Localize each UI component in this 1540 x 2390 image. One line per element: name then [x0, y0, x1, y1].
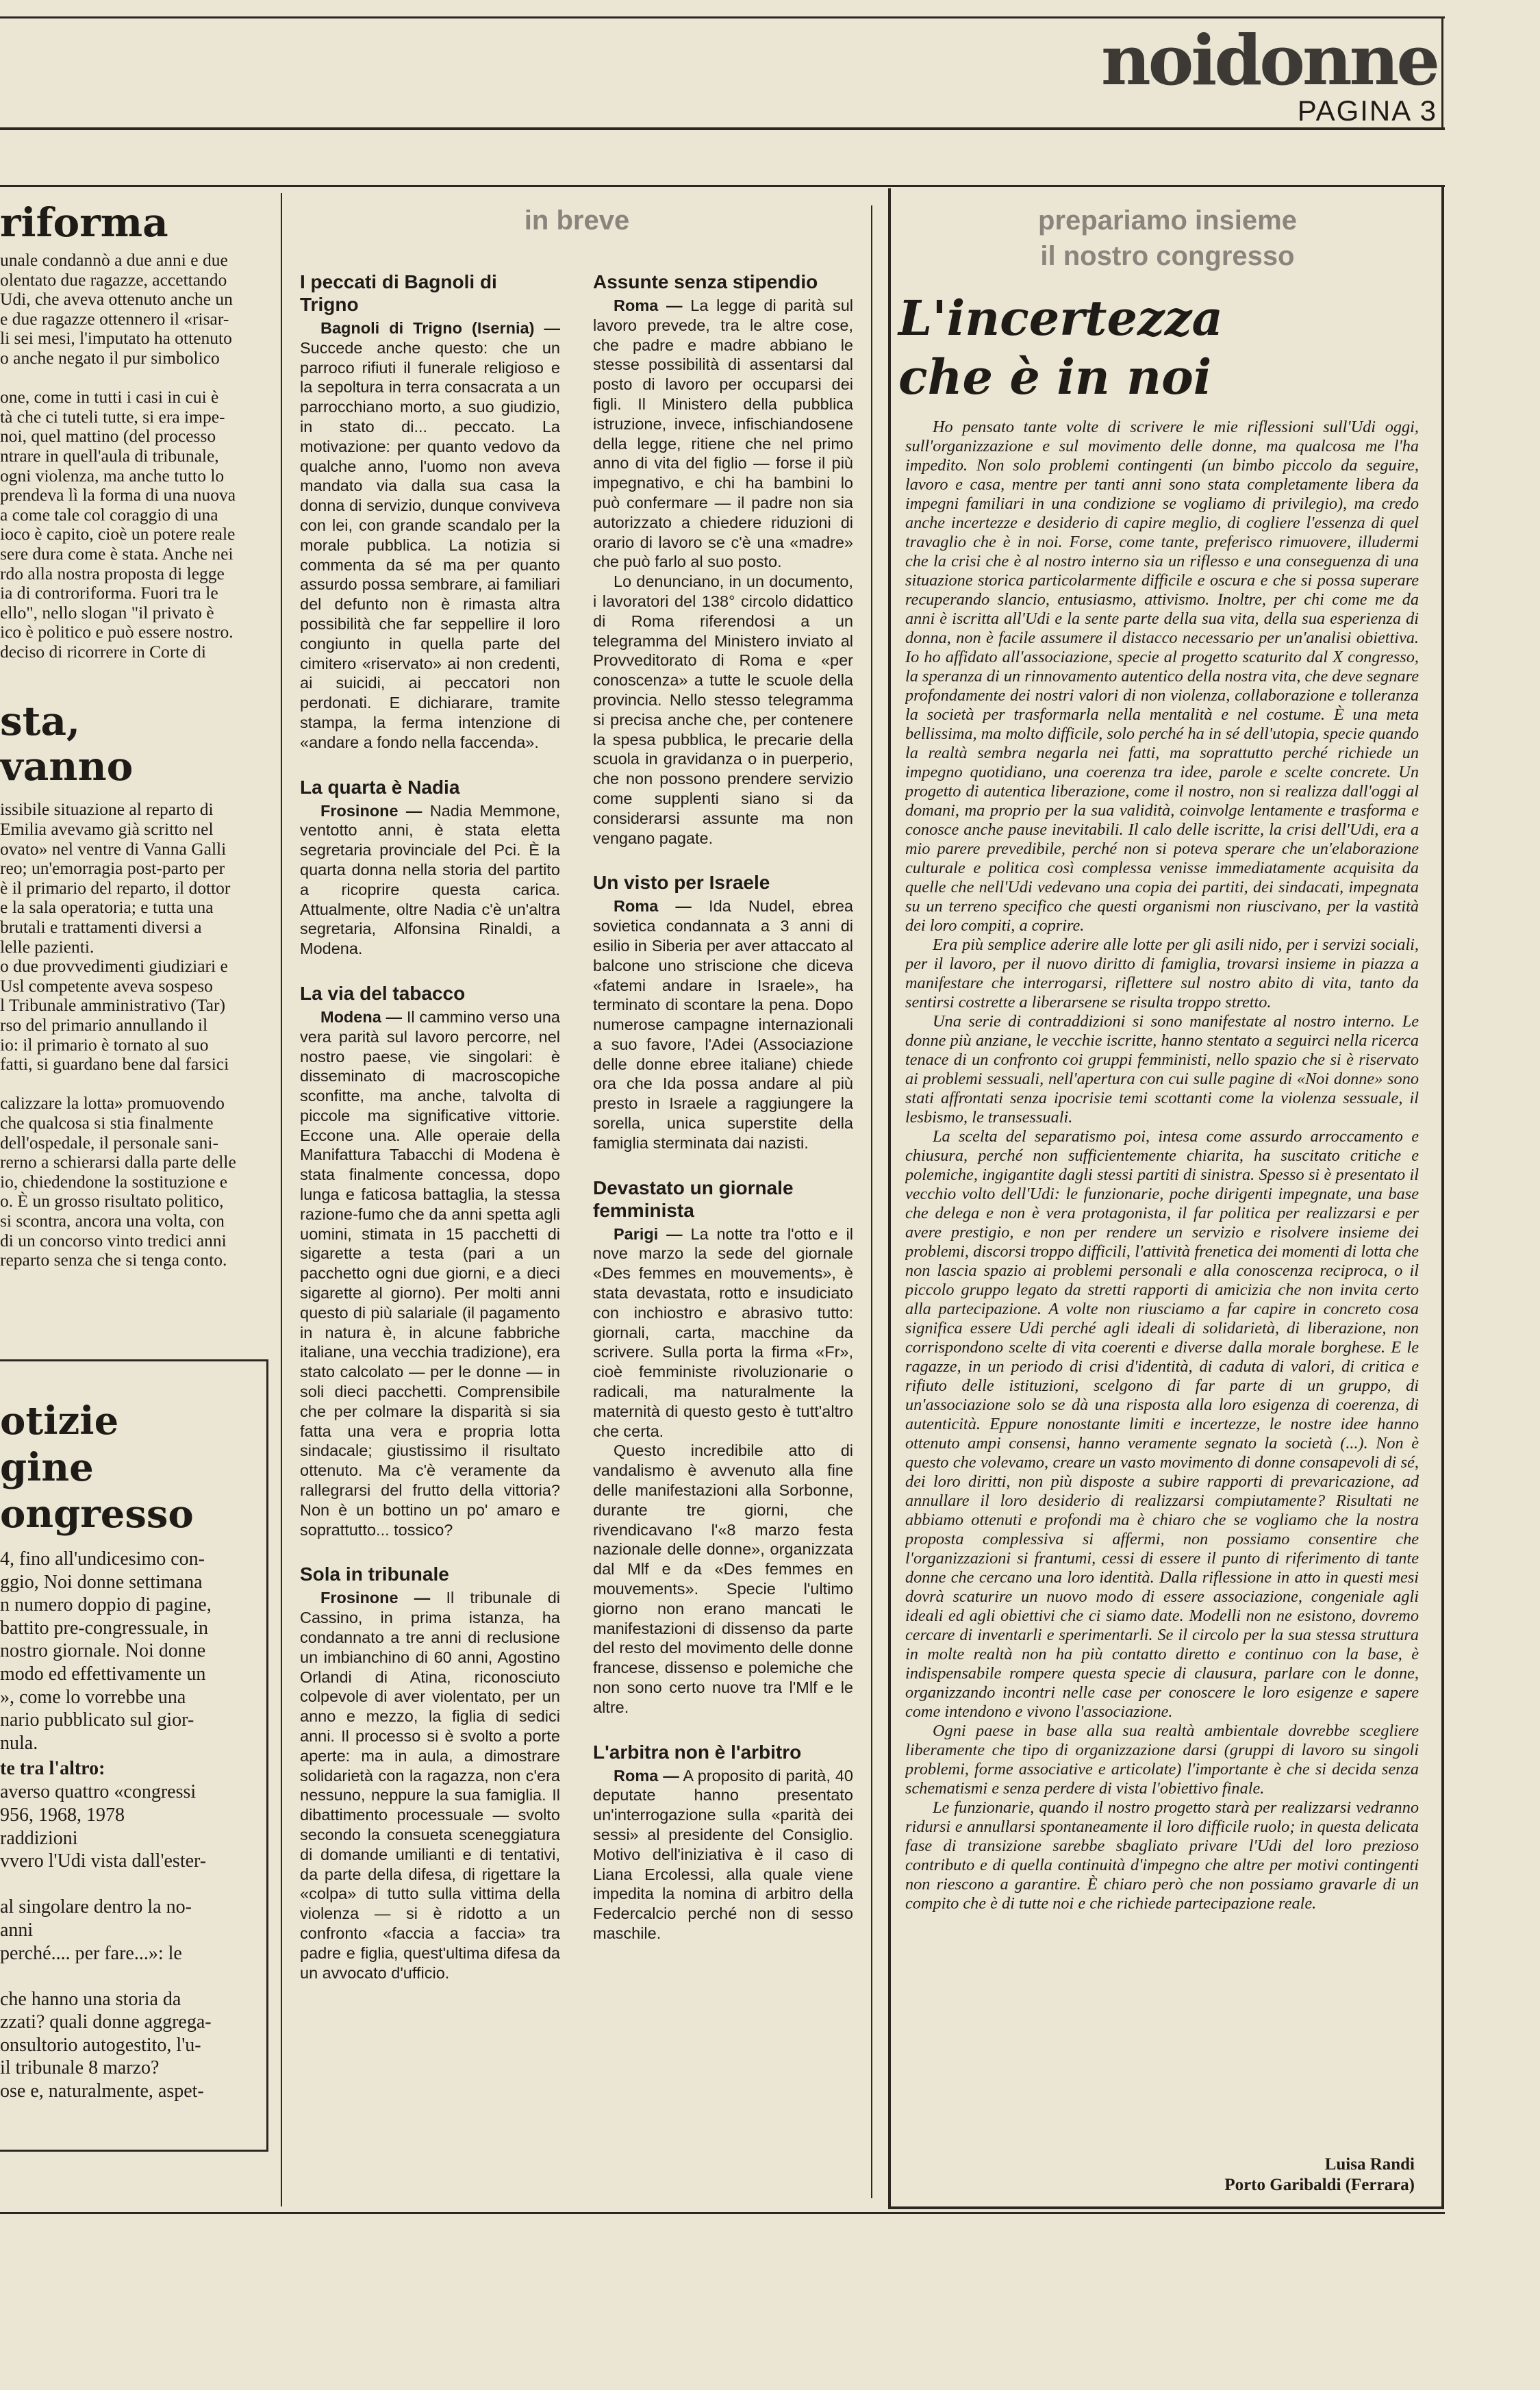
- story-line: [0, 1074, 262, 1094]
- headline-sta: sta,: [0, 698, 81, 745]
- story-line: dell'ospedale, il personale sani-: [0, 1132, 218, 1153]
- story-line: o. È un grosso risultato politico,: [0, 1191, 224, 1211]
- news-item-dateline: Roma —: [614, 297, 683, 314]
- story-line: Udi, che aveva ottenuto anche un: [0, 289, 233, 310]
- notice-heading-3: ongresso: [0, 1492, 194, 1537]
- news-item: [300, 982, 560, 1540]
- notice-list: [0, 1781, 260, 2102]
- news-item: [300, 271, 560, 753]
- notice-list-line: il tribunale 8 marzo?: [0, 2057, 160, 2079]
- story-line: fatti, si guardano bene dal farsici: [0, 1054, 229, 1074]
- story-line: olentato due ragazze, accettando: [0, 269, 227, 290]
- story-line: tà che ci tuteli tutte, si era impe-: [0, 406, 225, 427]
- section-label-prepariamo: prepariamo insieme: [1038, 205, 1297, 236]
- article-paragraph: La scelta del separatismo poi, intesa come assurdo arroccamento e chiusura, perché non sufficientemente chiarita, ha suscitato critiche e polemiche, ingigantite dagli stessi partiti di sinistra. Spesso si è presentato il vecchio volto dell'Udi: le funzionarie, poche dirigenti impegnate, una base che delega e non è vera protagonista, il far politica per realizzarsi e per avere prestigio, e non per rendere un servizio e risolvere insieme dei problemi, discorsi troppo difficili, l'attività frenetica dei momenti di lotta che non lascia spazio ai problemi personali e alla conoscenza reciproca, o il piccolo gruppo legato da stretti rapporti di amicizia che non invita certo alla partecipazione. A volte non riusciamo a far capire in concreto cosa significa essere Udi perché agli ideali di solidarietà, di liberazione, non corrispondono scelte di vita coerenti e diverse dalla morale borghese. E le ragazze, in un periodo di crisi d'identità, di caduta di valori, di critica e rifiuto delle istituzioni, scelgono di far parte di un gruppo, di un'associazione solo se dà una risposta alla loro esigenza di coerenza, di autenticità. Eppure nonostante limiti e incertezze, le nostre idee hanno ottenuto ampi consensi, hanno veramente segnato la società (...). Non è questo che volevamo, creare un vasto movimento di donne consapevoli di sé, dei loro diritti, non più disposte a subire rapporti di prevaricazione, ad annullare il loro desiderio di realizzarsi compiutamente? Risultati ne abbiamo ottenuti e profondi ma è chiaro che se vogliamo che la nostra proposta complessiva si affermi, non possiamo consentire che l'organizzazioni si frantumi, cessi di essere il punto di riferimento di tante donne che cercano una loro identità. Dalla riflessione in atto in questi mesi dovrà scaturire un nuovo modo di essere associazione, congeniale agli ideali ed agli obiettivi che ci siamo date. Modelli non ne esistono, dovremo cercare di inventarli e sperimentarli. Se il circolo per la sua stessa struttura in molte realtà non ha più contatto diretto e continuo con la base, è indispensabile rompere questa specie di clausura, parlare con le donne, organizzando incontri nelle case per conoscere le loro esigenze e sapere come intendono e vivono l'associazione.: [905, 1127, 1419, 1721]
- news-item-title: Devastato un giornale femminista: [593, 1177, 794, 1221]
- content-top-rule: [0, 185, 1445, 187]
- story-line: brutali e trattamenti diversi a: [0, 917, 202, 938]
- story-line: rso del primario annullando il: [0, 1015, 208, 1035]
- notice-subhead: te tra l'altro:: [0, 1758, 105, 1780]
- notice-line: nula.: [0, 1732, 38, 1754]
- story-line: è il primario del reparto, il dottor: [0, 877, 231, 898]
- story-line: che qualcosa si stia finalmente: [0, 1112, 214, 1133]
- news-item-text: Nadia Memmone, ventotto anni, è stata eletta segretaria provinciale del Pci. È la quarta donna nella storia del partito a ricoprire questa carica. Attualmente, oltre Nadia c'è un'altra segretaria, Alfonsina Rinaldi, a Modena.: [300, 801, 560, 958]
- news-item-text: La notte tra l'otto e il nove marzo la sede del giornale «Des femmes en mouvements», è stata devastata, rotto e insudiciato con inchiostro e abrasivo tutto: giornali, carta, macchine da scrivere. Sulla porta la firma «Fr», cioè femministe rivoluzionarie o radicali, ma naturalmente la maternità di questo gesto è tutt'altro che certa.: [593, 1224, 853, 1440]
- notice-line: nostro giornale. Noi donne: [0, 1640, 206, 1662]
- article-paragraph: Ogni paese in base alla sua realtà ambientale dovrebbe scegliere liberamente che tipo di organizzazione darsi (gruppi di lavoro su singoli problemi, forme associative e articolate) l'importante è che si decida senza schematismi e senza perdere di vista l'obiettivo finale.: [905, 1722, 1419, 1798]
- story-line: reo; un'emorragia post-parto per: [0, 858, 225, 879]
- main-box-left-rule: [888, 188, 891, 2209]
- story-line: ia di controriforma. Fuori tra le: [0, 583, 218, 603]
- story-line: sere dura come è stata. Anche nei: [0, 543, 233, 564]
- notice-line: », come lo vorrebbe una: [0, 1686, 186, 1708]
- news-item: [593, 271, 853, 848]
- news-item-dateline: Roma —: [614, 1766, 679, 1785]
- story-line: si scontra, ancora una volta, con: [0, 1210, 225, 1231]
- column-rule-breve: [871, 205, 872, 2198]
- story-line: di un concorso vinto tredici anni: [0, 1230, 227, 1250]
- news-item-dateline: Frosinone —: [320, 801, 422, 820]
- headline-riforma: riforma: [0, 199, 168, 246]
- story-line: issibile situazione al reparto di: [0, 799, 214, 820]
- story-line: ovato» nel ventre di Vanna Galli: [0, 838, 227, 859]
- news-item-body: [593, 896, 853, 1153]
- masthead-right-rule: [1441, 16, 1443, 130]
- story-line: o due provvedimenti giudiziari e: [0, 956, 228, 977]
- news-item-title: Sola in tribunale: [300, 1563, 449, 1585]
- article-paragraph: Una serie di contraddizioni si sono manifestate al nostro interno. Le donne più anziane, le vecchie iscritte, hanno stentato a seguirci nella ricerca tenace di un confronto coi gruppi femministi, nello spazio che si è riservato ai problemi sessuali, nell'apertura con cui sulle pagine di «Noi donne» sono stati affrontati senza ipocrisie temi scottanti come la violenza sessuale, il lesbismo, le transessuali.: [905, 1012, 1419, 1127]
- story-line: Usl competente aveva sospeso: [0, 975, 213, 996]
- news-item-title: Assunte senza stipendio: [593, 271, 818, 292]
- news-item-dateline: Bagnoli di Trigno (Isernia) —: [320, 319, 560, 337]
- news-item-title: La via del tabacco: [300, 982, 466, 1004]
- news-item-dateline: Frosinone —: [320, 1589, 431, 1607]
- masthead-bottom-rule: [0, 127, 1445, 130]
- notice-line: n numero doppio di pagine,: [0, 1594, 212, 1616]
- story-line: ntrare in quell'aula di tribunale,: [0, 445, 219, 466]
- page-number: PAGINA 3: [1297, 95, 1437, 127]
- article-paragraph: Le funzionarie, quando il nostro progetto starà per realizzarsi vedranno ridursi e annullarsi spontaneamente il loro difficile ruolo; in questa delicata fase di transizione sarebbe sbagliato privare l'Udi del loro prezioso contributo e di quella continuità d'impegno che altre per motivi contingenti non riescono a garantire. È chiaro però che non possiamo gravarle di un compito che è di tutte noi e che richiede partecipazione reale.: [905, 1798, 1419, 1913]
- top-rule: [0, 16, 1445, 18]
- notice-list-line: raddizioni: [0, 1827, 78, 1849]
- article-body: [905, 418, 1419, 2157]
- news-item-title: I peccati di Bagnoli di Trigno: [300, 271, 497, 315]
- news-item-text-continued: Lo denunciano, in un documento, i lavoratori del 138° circolo didattico di Roma riferendosi a un telegramma del Ministero inviato al Provveditorato di Roma e «per conoscenza» a tutte le scuole della provincia. Nello stesso telegramma si precisa anche che, per contenere la spesa pubblica, le precarie della scuola in gravidanza o in puerperio, che non possono prendere servizio come supplenti siano si da considerarsi assunte ma non vengano pagate.: [593, 573, 853, 847]
- notice-list-line: ose e, naturalmente, aspet-: [0, 2080, 204, 2102]
- notice-list-line: 956, 1968, 1978: [0, 1804, 125, 1826]
- notice-line: battito pre-congressuale, in: [0, 1617, 209, 1639]
- news-item: [593, 1177, 853, 1718]
- news-item-body: [300, 1007, 560, 1540]
- article-paragraph: Era più semplice aderire alle lotte per gli asili nido, per i servizi sociali, per il lavoro, per il nuovo diritto di famiglia, trovarsi insieme in piazza a manifestare che interrogarsi, riflettere sul nostro abito di vita, tanto da sentirsi costrette a liberarsene se risulta troppo stretto.: [905, 935, 1419, 1011]
- notice-list-line: perché.... per fare...»: le: [0, 1942, 182, 1964]
- news-item-text: A proposito di parità, 40 deputate hanno presentato un'interrogazione sulla «parità dei sessi» al presidente del Consiglio. Motivo dell'iniziativa è il caso di Liana Ercolessi, alla quale viene impedita la nomina di arbitro della Federcalcio perché non di sesso maschile.: [593, 1766, 853, 1942]
- notice-heading-1: otizie: [0, 1398, 119, 1444]
- main-box-right-rule: [1441, 185, 1444, 2209]
- notice-box-bottom: [0, 2150, 268, 2152]
- news-item-text: Ida Nudel, ebrea sovietica condannata a 3 anni di esilio in Siberia per aver attaccato al balcone uno striscione che diceva «fatemi andare in Israele», ha terminato di scontare la pena. Dopo numerose campagne internazionali a suo favore, l'Adei (Associazione delle donne ebree italiane) chiede ora che Ida possa andare al più presto in Israele a raggiungere la sorella, unica superstite della famiglia sterminata dai nazisti.: [593, 897, 853, 1152]
- story-line: one, come in tutti i casi in cui è: [0, 387, 219, 407]
- notice-list-line: [0, 1873, 260, 1896]
- notice-list-line: [0, 1965, 260, 1988]
- story-line: prendeva lì la forma di una nuova: [0, 485, 236, 505]
- story-line: Emilia avevamo già scritto nel: [0, 819, 214, 840]
- article-author: Luisa Randi: [1324, 2155, 1415, 2174]
- article-title-line-2: che è in noi: [898, 349, 1212, 405]
- news-item-body: [593, 296, 853, 572]
- news-item-dateline: Modena —: [320, 1007, 403, 1026]
- news-item-body: [300, 318, 560, 753]
- news-item-text: Succede anche questo: che un parroco rifiuti il funerale religioso e la sepoltura in terra consacrata a un parrocchiano morto, a suo giudizio, in stato di... peccato. La motivazione: per quanto vedovo da qualche anno, l'uomo non aveva mandato via dalla sua casa la donna di servizio, dunque conviveva con lei, con grande scandalo per la morale pubblica. La notizia si commenta da sé ma per quanto assurdo possa sembrare, ai familiari del defunto non è rimasta altra possibilità che far seppellire il loro congiunto in quella parte del cimitero «riservato» ai non credenti, ai suicidi, ai peccatori non perdonati. E dichiarare, tramite stampa, la ferma intenzione di «andare a fondo nella faccenda».: [300, 338, 560, 751]
- news-item: [593, 871, 853, 1153]
- story-riforma: [0, 251, 262, 662]
- news-item: [593, 1741, 853, 1944]
- notice-list-line: che hanno una storia da: [0, 1988, 181, 2010]
- news-item: [300, 776, 560, 959]
- story-line: noi, quel mattino (del processo: [0, 426, 216, 446]
- story-line: o anche negato il pur simbolico: [0, 347, 220, 368]
- breve-column-2: [593, 271, 853, 2188]
- story-line: rdo alla nostra proposta di legge: [0, 563, 225, 583]
- notice-text: [0, 1548, 260, 1754]
- story-line: a come tale col coraggio di una: [0, 504, 218, 525]
- news-item-dateline: Roma —: [614, 897, 692, 916]
- breve-column-1: [300, 271, 560, 2188]
- main-box-bottom-rule: [888, 2206, 1444, 2209]
- story-line: li sei mesi, l'imputato ha ottenuto: [0, 328, 232, 349]
- notice-box-top: [0, 1359, 268, 1361]
- notice-list-line: al singolare dentro la no-: [0, 1896, 192, 1918]
- story-line: ello", nello slogan "il privato è: [0, 602, 214, 622]
- notice-heading-2: gine: [0, 1445, 94, 1490]
- column-rule-left: [281, 193, 282, 2206]
- news-item-body: [593, 1224, 853, 1442]
- news-item-body: [593, 1766, 853, 1944]
- news-item-body: [300, 1588, 560, 1983]
- story-line: deciso di ricorrere in Corte di: [0, 641, 206, 662]
- story-line: ogni violenza, ma anche tutto lo: [0, 465, 225, 486]
- news-item-title: Un visto per Israele: [593, 872, 770, 894]
- news-item: [300, 1563, 560, 1983]
- notice-box: [0, 1397, 260, 2143]
- article-author-place: Porto Garibaldi (Ferrara): [1224, 2176, 1415, 2194]
- story-line: unale condannò a due anni e due: [0, 250, 228, 270]
- story-reparto: [0, 800, 262, 1270]
- article-title-line-1: L'incertezza: [898, 290, 1223, 347]
- section-label-in-breve: in breve: [524, 205, 630, 236]
- story-line: io: il primario è tornato al suo: [0, 1034, 209, 1055]
- news-item-body: [300, 801, 560, 959]
- news-item-title: L'arbitra non è l'arbitro: [593, 1741, 802, 1763]
- article-paragraph: Ho pensato tante volte di scrivere le mie riflessioni sull'Udi oggi, sull'organizzazione e sul movimento delle donne, ma qualcosa me l'ha impedito. Non solo problemi contingenti (un bimbo piccolo da seguire, lavoro e casa, mentre per tanti anni sono stata completamente libera da impegni familiari in una condizione se vogliamo di privilegio), ma credo anche incertezze e desiderio di capire meglio, di cogliere l'essenza di quel travaglio che è in noi. Forse, come tante, preferisco rimuovere, illudermi che la crisi che è al nostro interno sia un riflesso e una conseguenza di una situazione storica particolarmente difficile e oscura e che si possa superare recuperando slancio, entusiasmo, attivismo. Inoltre, per chi come me da anni è iscritta all'Udi e la sente parte della sua vita, della sua esperienza di donna, non è facile assumere il distacco necessario per un'analisi obiettiva. Io ho affidato all'associazione, specie al progetto scaturito dal X congresso, la speranza di un rinnovamento autentico della nostra vita, che deve segnare profondamente dei nostri valori di non violenza, collaborazione e tolleranza la società per trasformarla nella mentalità e nel costume. È una meta bellissima, ma molto difficile, solo perché ha in sé dell'utopia, specie quando la realtà sembra negarla nei fatti, ma soprattutto perché richiede un impegno quotidiano, una coerenza tra idee, parole e scelte concrete. Un progetto di autentica liberazione, come il nostro, non si realizza dall'oggi al domani, ma proprio per la sua validità, coinvolge lentamente e trasforma e conosce anche pause inevitabili. Il calo delle iscritte, la crisi dell'Udi, era a mio parere prevedibile, perché non si poteva sperare che un'elaborazione culturale e politica così complessa venisse immediatamente acquisita da quelle che nell'Udi vedevano una copia dei partiti, dei sindacati, impegnata su un terreno specifico che questi organismi non riuscivano, per la vastità dei loro compiti, a coprire.: [905, 418, 1419, 935]
- story-line: calizzare la lotta» promuovendo: [0, 1093, 225, 1114]
- notice-list-line: onsultorio autogestito, l'u-: [0, 2034, 201, 2056]
- masthead-logo: noidonne: [1100, 20, 1437, 101]
- news-item-text-continued: Questo incredibile atto di vandalismo è avvenuto alla fine delle manifestazioni alla Sorbonne, durante tre giorni, che rivendicavano l'«8 marzo festa nazionale delle donne», organizzata dal Mlf e da «Des femmes en mouvements». Specie l'ultimo giorno non erano mancati le manifestazioni di dissenso da parte del resto del movimento delle donne francese, dissenso e polemiche che non sono certo nuove tra l'Mlf e le altre.: [593, 1442, 853, 1716]
- notice-line: 4, fino all'undicesimo con-: [0, 1548, 205, 1570]
- story-line: ico è politico e può essere nostro.: [0, 622, 233, 642]
- story-line: e la sala operatoria; e tutta una: [0, 897, 214, 918]
- notice-list-line: anni: [0, 1919, 34, 1941]
- story-line: ioco è capito, cioè un potere reale: [0, 524, 236, 544]
- notice-list-line: vvero l'Udi vista dall'ester-: [0, 1850, 207, 1872]
- notice-line: ggio, Noi donne settimana: [0, 1571, 203, 1593]
- story-line: io, chiedendone la sostituzione e: [0, 1171, 228, 1192]
- notice-line: nario pubblicato sul gior-: [0, 1709, 194, 1731]
- story-line: l Tribunale amministrativo (Tar): [0, 995, 225, 1016]
- news-item-dateline: Parigi —: [614, 1224, 683, 1243]
- story-line: e due ragazze ottennero il «risar-: [0, 308, 229, 329]
- notice-line: modo ed effettivamente un: [0, 1663, 206, 1685]
- story-line: rerno a schierarsi dalla parte delle: [0, 1152, 236, 1172]
- news-item-text: Il tribunale di Cassino, in prima istanza, ha condannato a tre anni di reclusione un imbianchino di 60 anni, Agostino Orlandi di Atina, riconosciuto colpevole di aver violentato, per un anno e mezzo, la figlia di sedici anni. Il processo si è svolto a porte aperte: ma in aula, a dimostrare solidarietà con la ragazza, non c'era nessuno, neppure la sua famiglia. Il dibattimento processuale — svolto secondo la consueta sceneggiatura di domande umilianti e di tentativi, da parte della difesa, di rigettare la «colpa» di tutto sulla vittima della violenza — si è ridotto a un confronto «faccia a faccia» tra padre e figlia, quest'ultima difesa da un avvocato d'ufficio.: [300, 1589, 560, 1982]
- story-line: lelle pazienti.: [0, 936, 94, 957]
- notice-list-line: averso quattro «congressi: [0, 1781, 197, 1803]
- news-item-title: La quarta è Nadia: [300, 776, 460, 798]
- story-line: [0, 368, 262, 388]
- story-line: reparto senza che si tenga conto.: [0, 1250, 227, 1270]
- masthead: [1100, 20, 1437, 127]
- notice-list-line: zzati? quali donne aggrega-: [0, 2011, 212, 2033]
- section-label-congresso: il nostro congresso: [1040, 241, 1295, 271]
- headline-vanno: vanno: [0, 743, 134, 790]
- news-item-text: Il cammino verso una vera parità sul lavoro percorre, nel nostro paese, vie singolari: è disseminato di macroscopiche sconfitte, ma anche, talvolta di piccole ma significative vittorie. Eccone una. Alle operaie della Manifattura Tabacchi di Modena è stata finalmente concessa, dopo lunga e faticosa battaglia, la stessa razione-fumo che da anni spetta agli uomini, stimata in 15 pacchetti di sigarette a testa (pari a un pacchetto ogni due giorni, e a dieci sigarette al giorno). Per molti anni questo di più salariale (il pagamento in natura è, in alcune fabbriche italiane, una vecchia tradizione), era stato calcolato — per le donne — in soli dieci pacchetti. Comprensibile che per colmare la disparità si sia fatta una vera e propria lotta sindacale; giustissimo il risultato ottenuto. Ma c'è veramente da rallegrarsi del frutto della vittoria? Non è un bottino un po' amaro e soprattutto... tossico?: [300, 1007, 560, 1539]
- news-item-text: La legge di parità sul lavoro prevede, tra le altre cose, che padre e madre abbiano le stesse possibilità di assentarsi dal posto di lavoro per occuparsi dei figli. Il Ministero della pubblica istruzione, invece, infischiandosene della legge, ritiene che nel primo anno di vita del figlio — forse il più impegnativo, e chi ha bambini lo può confermare — il padre non sia autorizzato a chiedere riduzioni di orario di lavoro se c'è una «madre» che può farlo al suo posto.: [593, 297, 853, 571]
- notice-box-right: [266, 1359, 268, 2152]
